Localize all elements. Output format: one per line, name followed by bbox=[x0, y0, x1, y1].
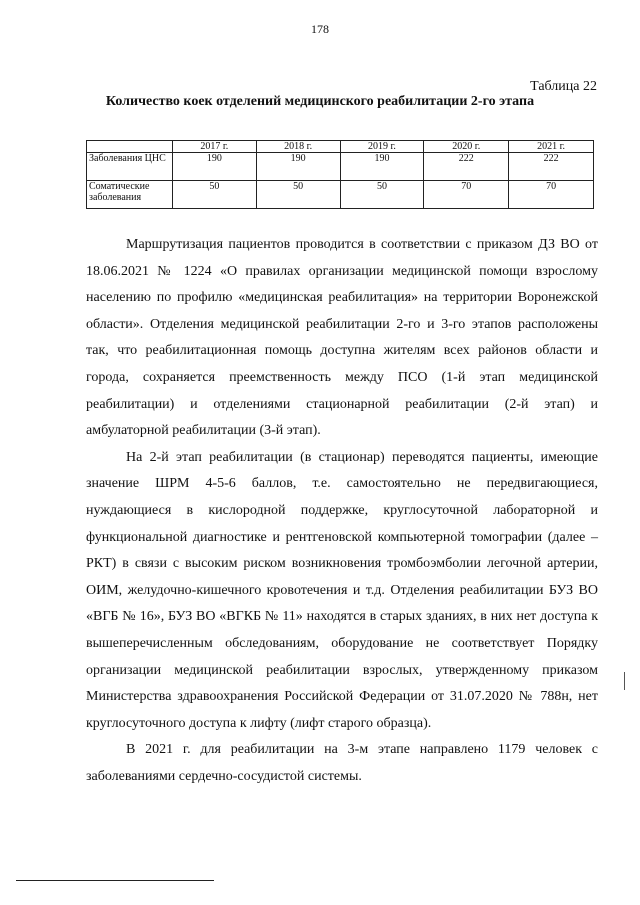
table-header-cell: 2021 г. bbox=[509, 141, 594, 153]
table-cell: 222 bbox=[424, 153, 509, 181]
table-cell: 190 bbox=[256, 153, 340, 181]
page-number: 178 bbox=[311, 22, 329, 36]
table-header-cell bbox=[87, 141, 173, 153]
table-header-cell: 2017 г. bbox=[172, 141, 256, 153]
table-cell: 70 bbox=[424, 181, 509, 209]
paragraph: В 2021 г. для реабилитации на 3-м этапе направлено 1179 человек с заболеваниями сердечно-сосудистой системы. bbox=[86, 742, 598, 784]
table-header-cell: 2020 г. bbox=[424, 141, 509, 153]
row-label: Заболевания ЦНС bbox=[87, 153, 173, 181]
table-cell: 222 bbox=[509, 153, 594, 181]
row-label: Соматические заболевания bbox=[87, 181, 173, 209]
table-label: Таблица 22 bbox=[530, 79, 597, 94]
table-header-cell: 2019 г. bbox=[340, 141, 424, 153]
beds-table bbox=[86, 140, 594, 209]
body-text bbox=[86, 232, 598, 790]
table-cell: 70 bbox=[509, 181, 594, 209]
table-row bbox=[87, 153, 594, 181]
table-cell: 190 bbox=[340, 153, 424, 181]
table-cell: 190 bbox=[172, 153, 256, 181]
paragraph: На 2-й этап реабилитации (в стационар) переводятся пациенты, имеющие значение ШРМ 4-5-6 баллов, т.е. самостоятельно не передвигающиеся, нуждающиеся в кислородной поддержке, круглосуточной лабораторной и функциональной диагностике и рентгеновской компьютерной томографии (далее – РКТ) в связи с высоким риском возникновения тромбоэмболии легочной артерии, ОИМ, желудочно-кишечного кровотечения и т.д. Отделения реабилитации БУЗ ВО «ВГБ № 16», БУЗ ВО «ВГКБ № 11» находятся в старых зданиях, в них нет доступа к вышеперечисленным обследованиям, оборудование не соответствует Порядку организации медицинской реабилитации взрослых, утвержденному приказом Министерства здравоохранения Российской Федерации от 31.07.2020 № 788н, нет круглосуточного доступа к лифту (лифт старого образца). bbox=[86, 449, 598, 731]
table-row bbox=[87, 181, 594, 209]
table-title: Количество коек отделений медицинского реабилитации 2-го этапа bbox=[105, 94, 535, 109]
table-cell: 50 bbox=[256, 181, 340, 209]
table-cell: 50 bbox=[340, 181, 424, 209]
table-header-cell: 2018 г. bbox=[256, 141, 340, 153]
table-cell: 50 bbox=[172, 181, 256, 209]
paragraph: Маршрутизация пациентов проводится в соответствии с приказом ДЗ ВО от 18.06.2021 № 1224 «О правилах организации медицинской помощи взрослому населению по профилю «медицинская реабилитация» на территории Воронежской области». Отделения медицинской реабилитации 2-го и 3-го этапов расположены так, что реабилитационная помощь доступна жителям всех районов области и города, сохраняется преемственность между ПСО (1-й этап медицинской реабилитации) и отделениями стационарной реабилитации (2-й этап) и амбулаторной реабилитации (3-й этап). bbox=[86, 237, 598, 439]
table-header-row bbox=[87, 141, 594, 153]
footnote-divider bbox=[16, 880, 214, 881]
margin-mark bbox=[624, 672, 625, 690]
